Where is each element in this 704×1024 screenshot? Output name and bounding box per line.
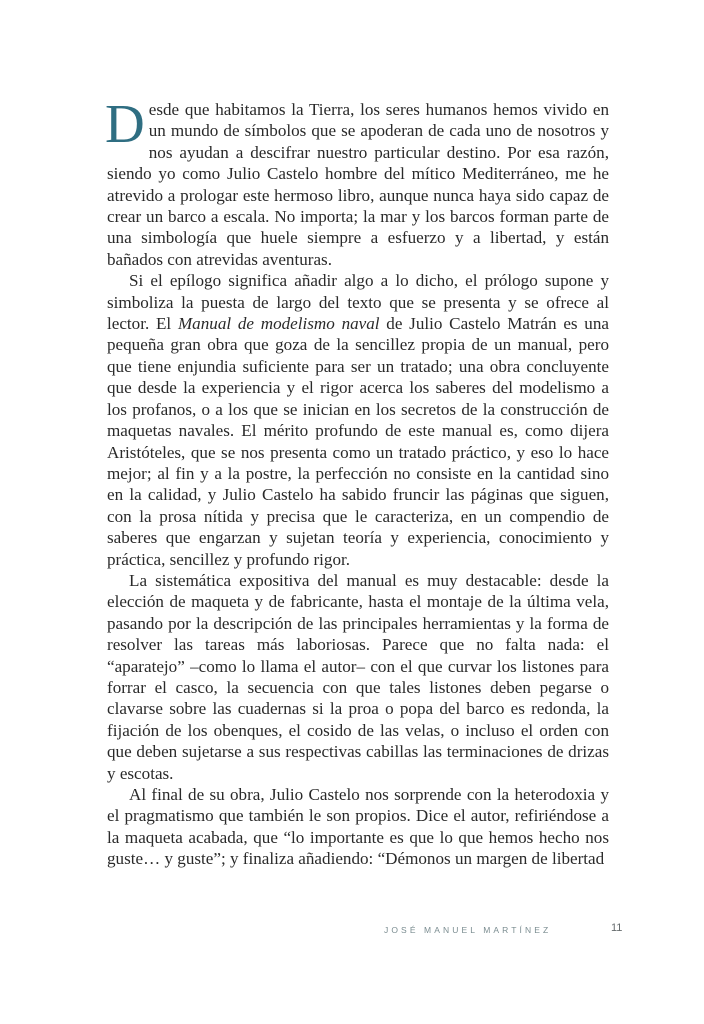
paragraph-3: La sistemática expositiva del manual es muy destacable: desde la elección de maqueta y de fabricante, hasta el montaje de la última vela, pasando por la descripción de las principales herramientas y la forma de resolver las tareas más laboriosas. Parece que no falta nada: el “aparatejo” –como lo llama el autor– con el que curvar los listones para forrar el casco, la secuencia con que tales listones deben pegarse o clavarse sobre las cuadernas si la proa o popa del barco es redonda, la fijación de los obenques, el cosido de las velas, o incluso el orden con que deben sujetarse a sus respectivas cabillas las terminaciones de drizas y escotas. (107, 570, 609, 783)
paragraph-2-rest: de Julio Castelo Matrán es una pequeña gran obra que goza de la sencillez propia de un manual, pero que tiene enjundia suficiente para ser un tratado; una obra concluyente que desde la experiencia y el rigor acerca los saberes del modelismo a los profanos, o a los que se inician en los secretos de la construcción de maquetas navales. El mérito profundo de este manual es, como dijera Aristóteles, que se nos presenta como un tratado práctico, y eso lo hace mejor; al fin y a la postre, la perfección no consiste en la cantidad sino en la calidad, y Julio Castelo ha sabido fruncir las páginas que siguen, con la prosa nítida y precisa que le caracteriza, en un compendio de saberes que engarzan y sujetan teoría y experiencia, conocimiento y práctica, sencillez y profundo rigor. (107, 314, 609, 569)
running-footer-author: JOSÉ MANUEL MARTÍNEZ (384, 925, 552, 935)
paragraph-4: Al final de su obra, Julio Castelo nos sorprende con la heterodoxia y el pragmatismo que también le son propios. Dice el autor, refiriéndose a la maqueta acabada, que “lo importante es que lo que hemos hecho nos guste… y guste”; y finaliza añadiendo: “Démonos un margen de libertad (107, 785, 609, 869)
body-text (105, 93, 609, 870)
paragraph-1 (105, 93, 609, 270)
drop-cap: D (105, 93, 145, 154)
book-title: Manual de modelismo naval (177, 314, 380, 334)
paragraph-2-start: Si el epílogo significa añadir algo a lo dicho, el prólogo supone y simboliza la puesta de largo del texto que se presenta y se ofrece al lector. El (107, 271, 609, 334)
paragraph-1-text: esde que habitamos la Tierra, los seres humanos hemos vivido en un mundo de símbolos que se apoderan de cada uno de nosotros y nos ayudan a descifrar nuestro particular destino. Por esa razón, siendo yo como Julio Castelo hombre del mítico Mediterráneo, me he atrevido a prologar este hermoso libro, aunque nunca haya sido capaz de crear un barco a escala. No importa; la mar y los barcos forman parte de una simbología que huele siempre a esfuerzo y a libertad, y están bañados con atrevidas aventuras. (107, 100, 609, 269)
page-number: 11 (611, 922, 623, 934)
paragraph-2 (107, 270, 609, 570)
